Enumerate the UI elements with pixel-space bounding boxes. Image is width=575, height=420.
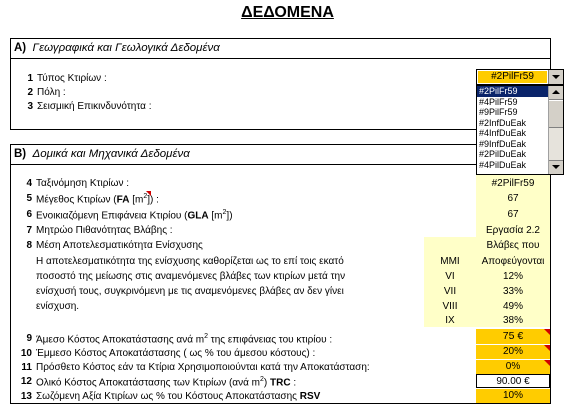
row-number: 3 (27, 101, 33, 112)
row-number: 6 (26, 209, 32, 220)
dropdown-option[interactable]: #9PilFr59 (479, 107, 518, 117)
leasable-area-value[interactable]: 67 (507, 209, 519, 220)
building-size-value[interactable]: 67 (507, 193, 519, 204)
additional-cost-label: Πρόσθετο Κόστος εάν τα Κτίρια Χρησιμοποιούνται κατά την Αποκατάσταση: (36, 362, 370, 373)
indirect-repair-cost-label: Έμμεσο Κόστος Αποκατάστασης ( ως % του άμεσου κόστους) : (36, 348, 316, 359)
dropdown-option[interactable]: #2PilDuEak (479, 149, 527, 159)
dropdown-option[interactable]: #2InfDuEak (479, 117, 527, 128)
building-size-label: Μέγεθος Κτιρίων (FA $[m^2]$) : (36, 193, 159, 206)
total-repair-cost-value: 90.00 € (476, 374, 550, 388)
row-number: 1 (27, 73, 33, 84)
dropdown-option[interactable]: #4InfDuEak (479, 128, 527, 138)
page-title: ΔΕΔΟΜΕΝΑ (241, 4, 334, 21)
mmi-level: VI (445, 271, 455, 282)
dropdown-arrow-button[interactable] (548, 70, 563, 84)
avoided-damage-value[interactable]: 33% (502, 286, 523, 297)
residual-value-value[interactable]: 10% (476, 389, 550, 403)
mmi-header: MMI (440, 256, 460, 267)
description-line: ενίσχυσή τους, συγκρινόμενη με τις αναμενόμενες βλάβες αν δεν γίνει (36, 286, 344, 297)
dropdown-scrollbar[interactable] (548, 86, 563, 174)
row-number: 8 (26, 240, 32, 251)
chevron-down-icon (549, 161, 563, 174)
building-classification-value[interactable]: #2PilFr59 (491, 178, 535, 189)
damage-probability-value[interactable]: Εργασία 2.2 (486, 225, 540, 236)
section-a-panel (10, 38, 551, 130)
indirect-repair-cost-value[interactable]: 20% (476, 345, 550, 359)
row-number: 9 (26, 333, 32, 344)
scroll-up-button[interactable] (549, 86, 563, 100)
total-repair-cost-label: Ολικό Κόστος Αποκατάστασης των Κτιρίων (ανά $m^2$) TRC : (36, 376, 297, 389)
row-number: 5 (26, 193, 32, 204)
dropdown-option[interactable]: #4PilDuEak (479, 159, 527, 170)
section-b-heading: Δομικά και Μηχανικά Δεδομένα (32, 148, 190, 160)
chevron-down-icon (549, 70, 563, 84)
comment-marker (146, 191, 151, 196)
row-number: 10 (20, 348, 32, 359)
row-number: 11 (21, 362, 32, 373)
dropdown-option[interactable]: #9InfDuEak (479, 138, 527, 149)
avoided-damage-value[interactable]: 12% (502, 271, 523, 282)
dropdown-list[interactable] (476, 85, 564, 175)
leasable-area-label: Ενοικιαζόμενη Επιφάνεια Κτιρίου (GLA $[m^2]$) (36, 209, 233, 222)
retrofit-effectiveness-label: Μέση Αποτελεσματικότητα Ενίσχυσης (36, 240, 203, 251)
building-classification-label: Ταξινόμηση Κτιρίων : (36, 178, 130, 189)
section-a-header (11, 39, 550, 59)
mmi-level: VIII (442, 301, 458, 312)
section-b-header (11, 145, 550, 165)
description-line: ενίσχυση. (36, 301, 80, 312)
residual-value-label: Σωζόμενη Αξία Κτιρίων ως % του Κόστους Αποκατάστασης RSV (36, 391, 321, 402)
building-type-dropdown[interactable] (476, 69, 564, 85)
scroll-thumb[interactable] (549, 100, 563, 128)
section-a-letter: A) (14, 42, 27, 54)
section-a-heading: Γεωγραφικά και Γεωλογικά Δεδομένα (32, 42, 220, 54)
mmi-column-background (424, 237, 476, 327)
row-number: 13 (20, 391, 32, 402)
direct-repair-cost-label: Άμεσο Κόστος Αποκατάστασης ανά $m^2$ της επιφάνειας του κτιρίου : (36, 333, 333, 346)
mmi-level: VII (443, 286, 457, 297)
dropdown-options (477, 86, 548, 170)
additional-cost-value[interactable]: 0% (476, 360, 550, 374)
direct-repair-cost-value[interactable]: 75 € (476, 329, 550, 344)
mmi-level: IX (445, 315, 455, 326)
section-b-letter: B) (14, 148, 27, 160)
description-line: Η αποτελεσματικότητα της ενίσχυσης καθορίζεται ως το επί τοις εκατό (36, 256, 344, 267)
chevron-up-icon (549, 86, 563, 99)
avoided-damage-value[interactable]: 49% (502, 301, 523, 312)
avoided-damage-value[interactable]: 38% (502, 315, 523, 326)
city-label: Πόλη : (37, 87, 66, 98)
damage-probability-label: Μητρώο Πιθανότητας Βλάβης : (36, 225, 173, 236)
scroll-down-button[interactable] (549, 160, 563, 174)
row-number: 2 (27, 87, 33, 98)
row-number: 4 (26, 178, 32, 189)
dropdown-option[interactable]: #4PilFr59 (479, 96, 518, 107)
description-line: ποσοστό της μείωσης στις αναμενόμενες βλάβες των κτιρίων μετά την (36, 271, 346, 282)
row-number: 7 (26, 225, 32, 236)
building-type-label: Τύπος Κτιρίων : (37, 73, 107, 84)
avoided-damage-header-2: Αποφεύγονται (481, 256, 545, 267)
avoided-damage-header-1: Βλάβες που (486, 240, 540, 251)
row-number: 12 (20, 376, 32, 387)
dropdown-value[interactable]: #2PilFr59 (478, 71, 547, 83)
seismic-hazard-label: Σεισμική Επικινδυνότητα : (37, 101, 152, 112)
dropdown-option[interactable]: #2PilFr59 (477, 86, 548, 97)
